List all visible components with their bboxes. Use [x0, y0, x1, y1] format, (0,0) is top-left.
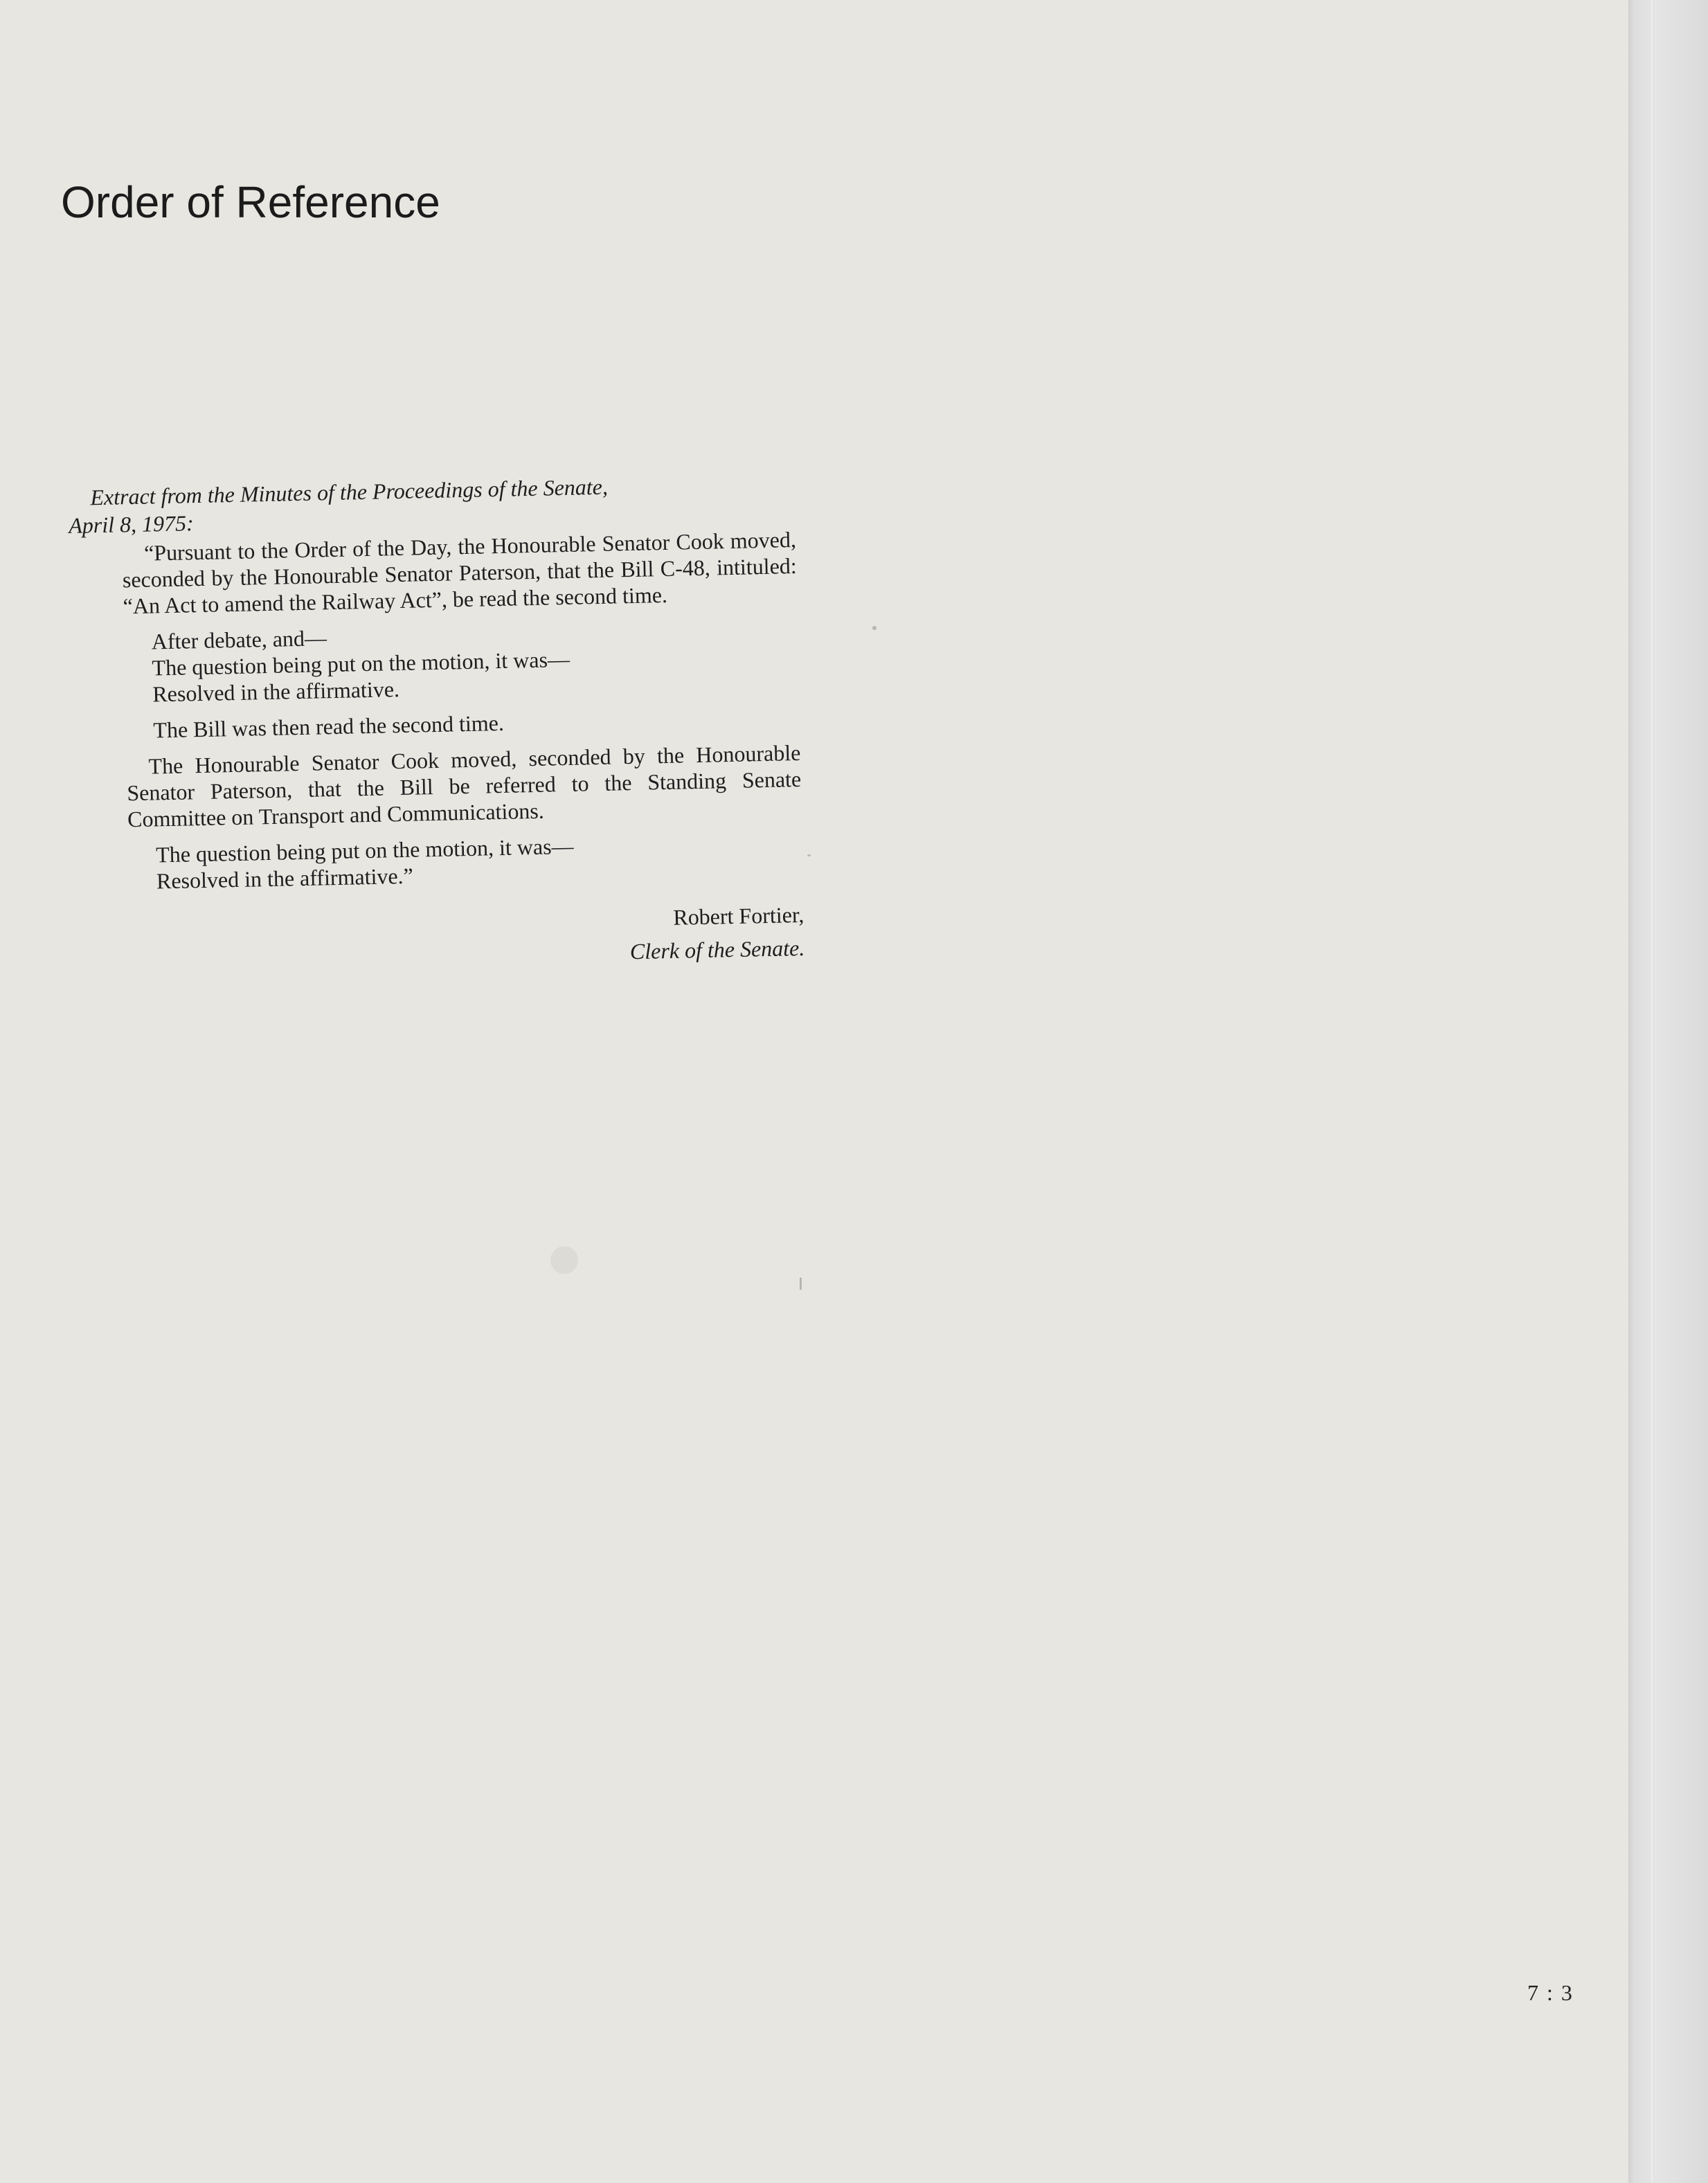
paper-speck — [872, 626, 877, 630]
after-debate-line: After debate, and— — [151, 625, 327, 654]
motion-paragraph: “Pursuant to the Order of the Day, the Honourable Senator Cook moved, seconded by the Honourable Senator Paterson, that the Bill C-48, intituled: “An Act to amend the Railway Act”, be read the second time. — [122, 526, 798, 619]
extract-intro-line1: Extract from the Minutes of the Proceedings of the Senate, — [90, 474, 609, 510]
page-number: 7 : 3 — [1527, 1980, 1574, 2005]
second-reading-line: The Bill was then read the second time. — [153, 710, 505, 743]
question-line-2: The question being put on the motion, it was— — [155, 833, 574, 868]
paper-speck — [800, 1277, 802, 1290]
paper-speck — [807, 854, 811, 856]
page-edge-line — [1651, 0, 1653, 2183]
paper-speck — [550, 1246, 578, 1274]
resolved-line-2: Resolved in the affirmative.” — [156, 863, 414, 894]
page-title: Order of Reference — [61, 177, 440, 227]
order-of-reference-body — [68, 469, 805, 976]
referral-paragraph: The Honourable Senator Cook moved, seconded by the Honourable Senator Paterson, that the Bill be referred to the Standing Senate Committee on Transport and Communications. — [126, 739, 802, 832]
page-edge — [1628, 0, 1708, 2183]
question-line-1: The question being put on the motion, it was— — [152, 646, 570, 681]
resolved-line-1: Resolved in the affirmative. — [152, 676, 400, 707]
signature-title: Clerk of the Senate. — [629, 935, 805, 964]
extract-intro-date: April 8, 1975: — [68, 510, 195, 538]
signature-name: Robert Fortier, — [672, 901, 804, 930]
